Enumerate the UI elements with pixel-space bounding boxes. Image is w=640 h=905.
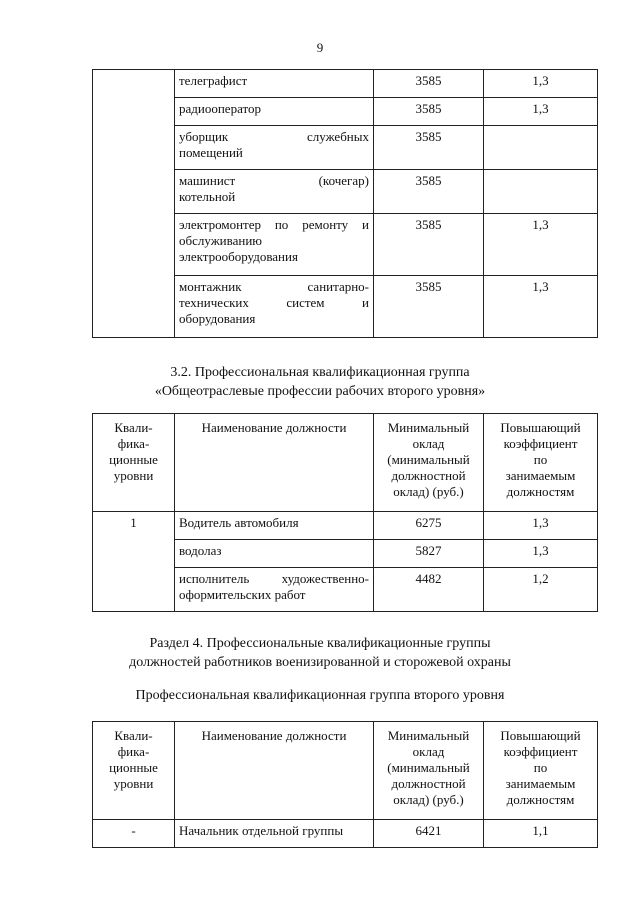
salary-value: 3585 (374, 98, 484, 126)
header-line: уровни (113, 468, 154, 483)
header-coefficient (484, 414, 598, 512)
position-name (175, 126, 374, 170)
header-line: Повышающий (500, 728, 581, 743)
header-line: должностной (391, 776, 466, 791)
salary-value: 3585 (374, 170, 484, 214)
salary-value: 3585 (374, 126, 484, 170)
position-name (175, 276, 374, 338)
header-line: по (533, 452, 548, 467)
position-name (175, 170, 374, 214)
salary-value: 3585 (374, 70, 484, 98)
header-coefficient (484, 722, 598, 820)
coefficient-value: 1,3 (484, 70, 598, 98)
heading-line: «Общеотраслевые профессии рабочих второго уровня» (154, 384, 486, 399)
table-header-row (93, 414, 598, 512)
salary-value: 3585 (374, 214, 484, 276)
section-subheading-4: Профессиональная квалификационная группа второго уровня (135, 688, 505, 703)
section-heading-4 (0, 634, 640, 672)
position-name-line: обслуживанию (179, 233, 263, 248)
salary-value: 3585 (374, 276, 484, 338)
salary-value: 6421 (374, 820, 484, 848)
page-number: 9 (316, 40, 324, 55)
position-name-line: уборщик служебных (179, 129, 369, 144)
table-row (93, 70, 598, 98)
position-name-line: оборудования (179, 311, 256, 326)
position-name-line: монтажник санитарно- (179, 279, 369, 294)
coefficient-value: 1,3 (484, 214, 598, 276)
header-line: по (533, 760, 548, 775)
header-levels (93, 414, 175, 512)
coefficient-value: 1,1 (484, 820, 598, 848)
header-position: Наименование должности (175, 722, 374, 820)
position-name (175, 568, 374, 612)
heading-line: 3.2. Профессиональная квалификационная группа (170, 365, 470, 380)
header-line: Квали- (114, 420, 153, 435)
table-continuation (92, 69, 598, 338)
header-levels (93, 722, 175, 820)
heading-line: должностей работников военизированной и сторожевой охраны (129, 655, 511, 670)
position-name-line: технических систем и (179, 295, 369, 310)
position-name-line: оформительских работ (179, 587, 306, 602)
header-line: (минимальный (387, 760, 470, 775)
header-line: занимаемым (505, 468, 576, 483)
level-cell (93, 70, 175, 338)
header-line: ционные (109, 760, 158, 775)
position-name-line: электрооборудования (179, 249, 298, 264)
position-name-line: исполнитель художественно- (179, 571, 369, 586)
coefficient-value: 1,3 (484, 512, 598, 540)
header-line: должностной (391, 468, 466, 483)
header-line: Повышающий (500, 420, 581, 435)
coefficient-value (484, 170, 598, 214)
level-cell: 1 (93, 512, 175, 612)
coefficient-value: 1,3 (484, 98, 598, 126)
header-line: должностям (506, 792, 575, 807)
header-line: занимаемым (505, 776, 576, 791)
section-heading-3-2 (0, 363, 640, 401)
position-name: Водитель автомобиля (175, 512, 374, 540)
table-row (93, 820, 598, 848)
salary-value: 6275 (374, 512, 484, 540)
header-line: ционные (109, 452, 158, 467)
header-line: Минимальный (387, 728, 470, 743)
position-name-line: котельной (179, 189, 236, 204)
coefficient-value (484, 126, 598, 170)
table-qualification-group-3-2 (92, 413, 598, 612)
position-name: телеграфист (175, 70, 374, 98)
salary-value: 5827 (374, 540, 484, 568)
header-line: (минимальный (387, 452, 470, 467)
header-salary (374, 722, 484, 820)
header-line: Квали- (114, 728, 153, 743)
coefficient-value: 1,3 (484, 540, 598, 568)
table-header-row (93, 722, 598, 820)
header-line: оклад (412, 436, 445, 451)
header-line: уровни (113, 776, 154, 791)
coefficient-value: 1,2 (484, 568, 598, 612)
position-name: водолаз (175, 540, 374, 568)
heading-line: Раздел 4. Профессиональные квалификационные группы (149, 636, 491, 651)
table-row (93, 512, 598, 540)
salary-value: 4482 (374, 568, 484, 612)
position-name-line: электромонтер по ремонту и (179, 217, 369, 232)
header-line: оклад) (руб.) (393, 792, 464, 807)
header-line: должностям (506, 484, 575, 499)
position-name: Начальник отдельной группы (175, 820, 374, 848)
position-name-line: помещений (179, 145, 243, 160)
header-line: фика- (117, 436, 150, 451)
position-name (175, 214, 374, 276)
position-name: радиооператор (175, 98, 374, 126)
table-security-group (92, 721, 598, 848)
level-cell: - (93, 820, 175, 848)
header-line: Минимальный (387, 420, 470, 435)
header-line: оклад (412, 744, 445, 759)
header-line: оклад) (руб.) (393, 484, 464, 499)
coefficient-value: 1,3 (484, 276, 598, 338)
header-line: фика- (117, 744, 150, 759)
header-line: коэффициент (503, 744, 578, 759)
header-position: Наименование должности (175, 414, 374, 512)
header-salary (374, 414, 484, 512)
header-line: коэффициент (503, 436, 578, 451)
position-name-line: машинист (кочегар) (179, 173, 369, 188)
